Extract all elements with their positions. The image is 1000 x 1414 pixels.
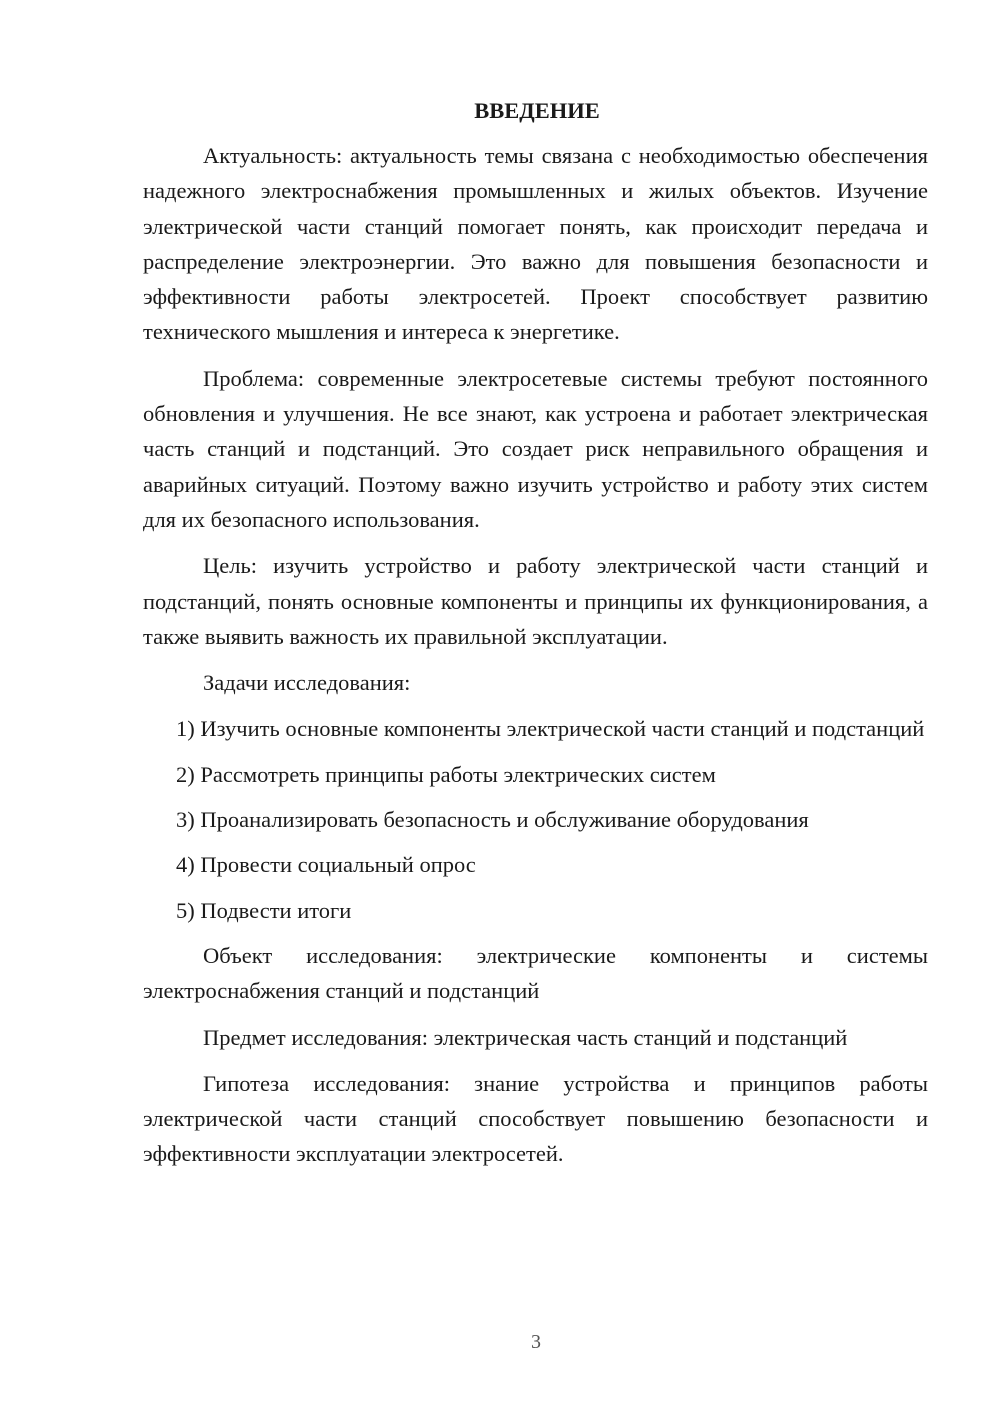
task-item: 2) Рассмотреть принципы работы электрических систем bbox=[176, 761, 716, 787]
paragraph-goal: Цель: изучить устройство и работу электрической части станций и подстанций, понять основные компоненты и принципы их функционирования, а также выявить важность их правильной эксплуатации. bbox=[143, 553, 928, 649]
paragraph-subject: Предмет исследования: электрическая часть станций и подстанций bbox=[203, 1024, 848, 1050]
paragraph-problem: Проблема: современные электросетевые системы требуют постоянного обновления и улучшения. Не все знают, как устроена и работает электрическая часть станций и подстанций. Это создает риск неправильного обращения и аварийных ситуаций. Поэтому важно изучить устройство и работу этих систем для их безопасного использования. bbox=[143, 365, 928, 532]
page-content bbox=[143, 93, 928, 1183]
page-title: ВВЕДЕНИЕ bbox=[474, 98, 600, 123]
page-number: 3 bbox=[531, 1331, 541, 1353]
task-item: 3) Проанализировать безопасность и обслуживание оборудования bbox=[176, 807, 809, 833]
task-item: 4) Провести социальный опрос bbox=[176, 852, 476, 878]
paragraph-hypothesis: Гипотеза исследования: знание устройства и принципов работы электрической части станций способствует повышению безопасности и эффективности эксплуатации электросетей. bbox=[143, 1070, 928, 1167]
tasks-heading: Задачи исследования: bbox=[203, 670, 411, 696]
task-item: 5) Подвести итоги bbox=[176, 897, 352, 923]
task-item: 1) Изучить основные компоненты электрической части станций и подстанций bbox=[176, 716, 925, 742]
paragraph-object: Объект исследования: электрические компоненты и системы электроснабжения станций и подстанций bbox=[143, 942, 928, 1004]
paragraph-relevance: Актуальность: актуальность темы связана с необходимостью обеспечения надежного электроснабжения промышленных и жилых объектов. Изучение электрической части станций помогает понять, как происходит передача и распределение электроэнергии. Это важно для повышения безопасности и эффективности работы электросетей. Проект способствует развитию технического мышления и интереса к энергетике. bbox=[143, 143, 928, 345]
